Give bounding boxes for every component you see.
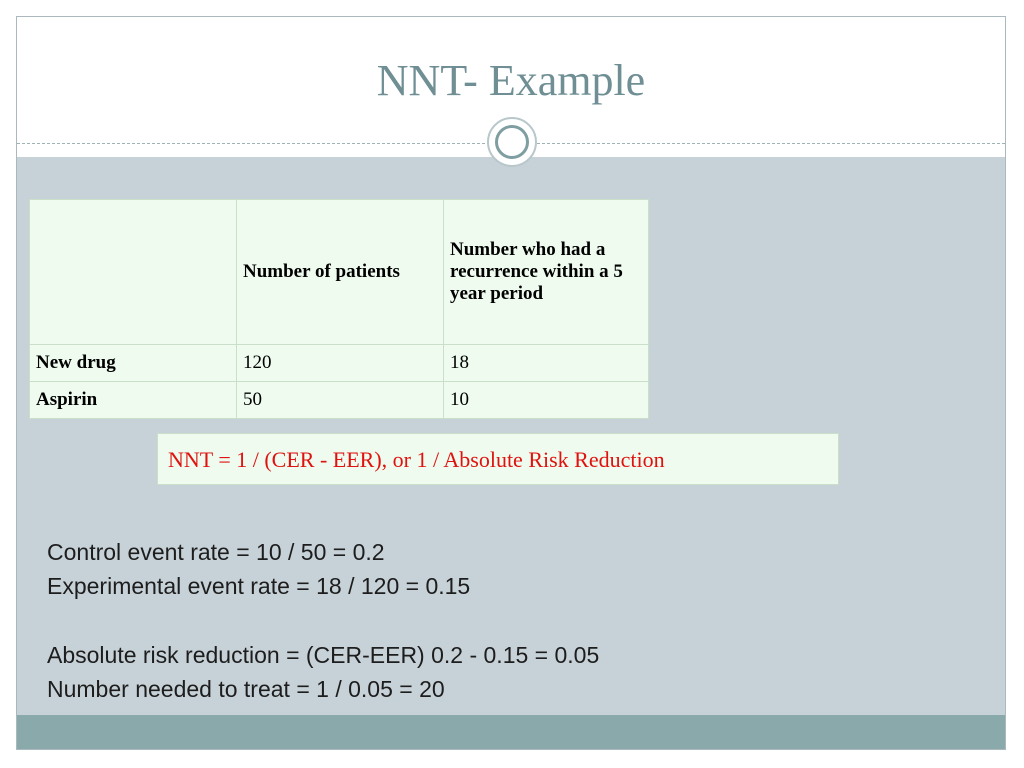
table-header-recurrence: Number who had a recurrence within a 5 year period [444, 200, 649, 345]
data-table [29, 199, 649, 419]
row-label-aspirin: Aspirin [30, 382, 237, 419]
table-header-cell-empty [30, 200, 237, 345]
cell-aspirin-patients: 50 [237, 382, 444, 419]
circle-ornament-icon [487, 117, 537, 167]
table-header-row [30, 200, 649, 345]
slide-title: NNT- Example [376, 56, 646, 105]
arr-line: Absolute risk reduction = (CER-EER) 0.2 - 0.15 = 0.05 [47, 642, 600, 668]
cell-new-drug-recurrence: 18 [444, 345, 649, 382]
formula-text: NNT = 1 / (CER - EER), or 1 / Absolute Risk Reduction [168, 447, 665, 472]
row-label-new-drug: New drug [30, 345, 237, 382]
slide-frame [16, 16, 1006, 750]
table-header-patients: Number of patients [237, 200, 444, 345]
eer-line: Experimental event rate = 18 / 120 = 0.15 [47, 573, 471, 599]
formula-box [157, 433, 839, 485]
table-row [30, 382, 649, 419]
cer-line: Control event rate = 10 / 50 = 0.2 [47, 539, 385, 565]
ring-icon [495, 125, 529, 159]
footer-bar [17, 715, 1005, 749]
table-row [30, 345, 649, 382]
cell-new-drug-patients: 120 [237, 345, 444, 382]
cell-aspirin-recurrence: 10 [444, 382, 649, 419]
nnt-line: Number needed to treat = 1 / 0.05 = 20 [47, 676, 445, 702]
